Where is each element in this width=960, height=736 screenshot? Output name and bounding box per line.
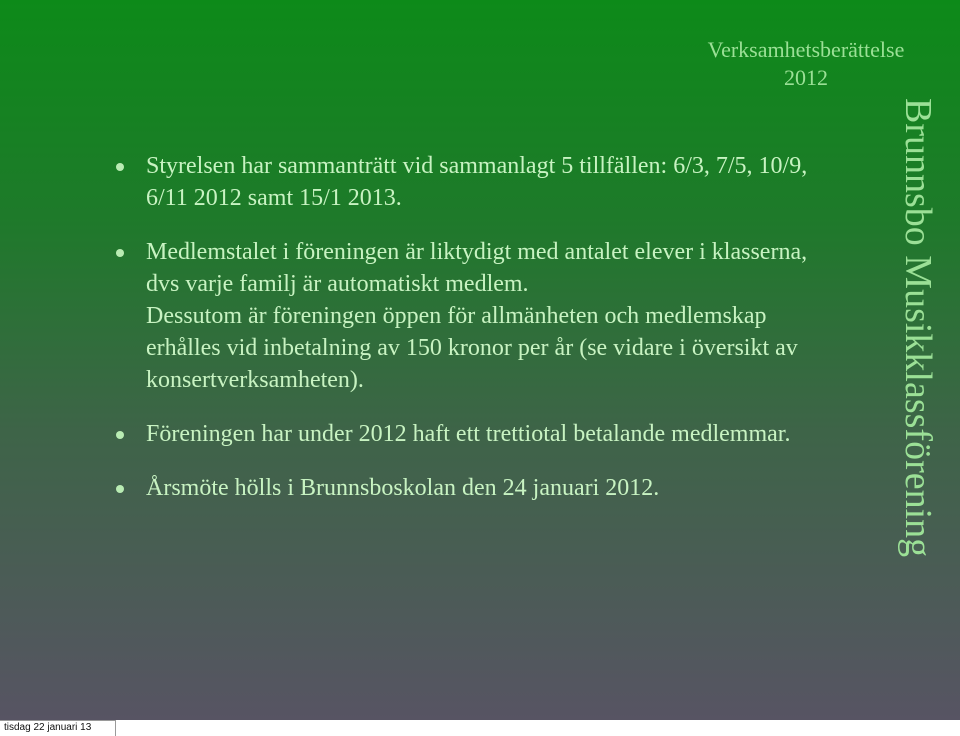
header-title: Verksamhetsberättelse xyxy=(707,37,905,62)
bullet-text: Årsmöte hölls i Brunnsboskolan den 24 januari 2012. xyxy=(146,475,660,501)
bullet-dot-icon xyxy=(116,485,124,493)
footer-bar xyxy=(0,720,960,736)
bullet-text: Medlemstalet i föreningen är liktydigt med antalet elever i klasserna, dvs varje familj är automatiskt medlem. xyxy=(146,239,808,297)
bullet-text: Styrelsen har sammanträtt vid sammanlagt 5 tillfällen: 6/3, 7/5, 10/9, 6/11 2012 samt 15/1 2013. xyxy=(146,153,808,211)
bullet-paying-members xyxy=(114,418,814,450)
side-title: Brunnsbo Musikklassförening xyxy=(897,98,939,558)
slide-header xyxy=(686,36,926,92)
header-year: 2012 xyxy=(784,65,828,90)
bullet-annual-meeting xyxy=(114,472,814,504)
bullet-text-continued: Dessutom är föreningen öppen för allmänheten och medlemskap erhålles vid inbetalning av 150 kronor per år (se vidare i översikt av konsertverksamheten). xyxy=(146,303,798,393)
bullet-text: Föreningen har under 2012 haft ett trettiotal betalande medlemmar. xyxy=(146,421,791,447)
bullet-membership xyxy=(114,236,814,396)
bullet-dot-icon xyxy=(116,163,124,171)
bullet-meetings xyxy=(114,150,814,214)
timestamp-label: tisdag 22 januari 13 xyxy=(0,720,116,736)
bullet-dot-icon xyxy=(116,249,124,257)
bullet-dot-icon xyxy=(116,431,124,439)
bullet-list xyxy=(114,150,814,526)
